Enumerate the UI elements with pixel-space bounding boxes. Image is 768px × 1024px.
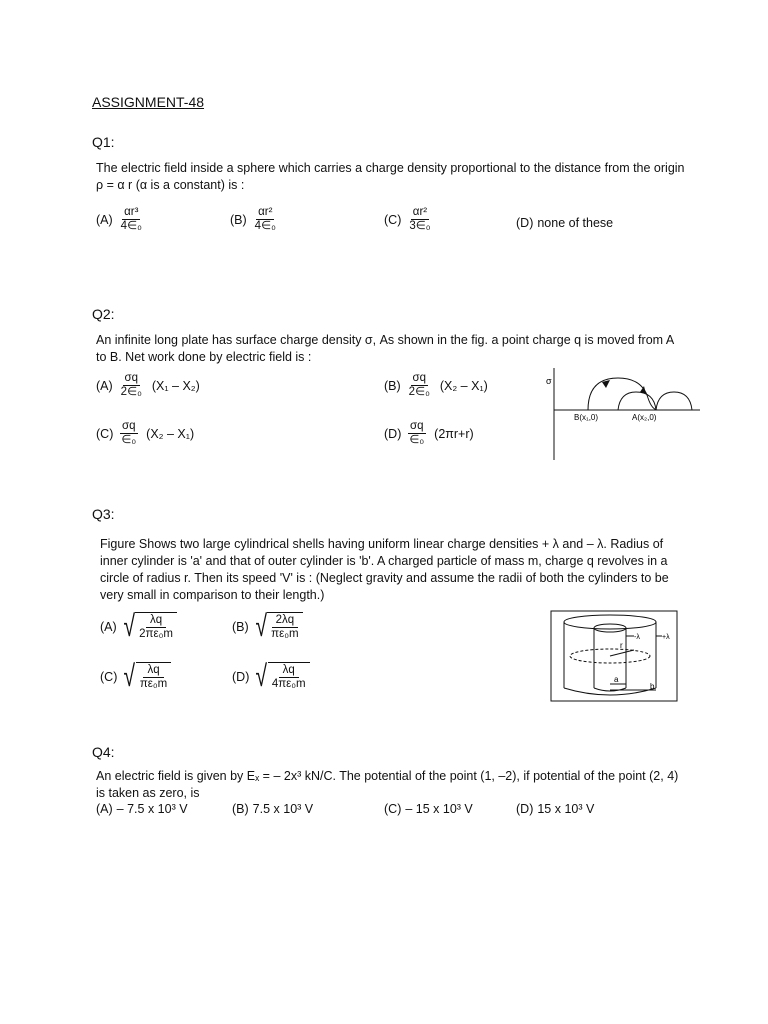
q3-option-b[interactable]: [232, 612, 303, 642]
q4-text: An electric field is given by Eₓ = – 2x³ kN/C. The potential of the point (1, –2), if potential of the point (2, 4) is taken as zero, is: [96, 769, 679, 800]
q3-option-c[interactable]: [100, 662, 171, 692]
q3-option-a[interactable]: [100, 612, 177, 642]
q4-option-a[interactable]: [96, 802, 188, 816]
option-text: none of these: [537, 216, 614, 230]
fraction: $\frac{\sigma q}{\text{2∈₀}}$: [120, 372, 142, 398]
option-text: – 7.5 x 10³ V: [116, 802, 188, 816]
q2-option-c[interactable]: [96, 420, 194, 447]
option-letter: (A): [100, 620, 117, 634]
option-letter: (C): [100, 670, 118, 684]
q2-option-a[interactable]: [96, 372, 200, 399]
fraction: $\frac{\text{αr²}}{\text{3∈₀}}$: [409, 206, 431, 232]
q1-option-c[interactable]: [384, 206, 439, 233]
q1-text: The electric field inside a sphere which carries a charge density proportional to the distance from the origin ρ = α r (α is a constant) is :: [96, 161, 685, 192]
q2-option-b[interactable]: [384, 372, 488, 399]
fraction: $\frac{\text{αr³}}{\text{4∈₀}}$: [120, 206, 142, 232]
path-arc-2: [618, 392, 656, 410]
option-letter: (D): [516, 216, 534, 230]
point-a-label: A(x₂,0): [632, 413, 657, 422]
minus-lambda-label: -λ: [634, 634, 640, 641]
path-arc-1: [588, 378, 658, 410]
r-label: r: [620, 641, 623, 650]
option-expression: (X₁ – X₂): [151, 378, 200, 393]
square-root: √ λq 4πε₀m: [253, 662, 309, 692]
q4-option-c[interactable]: [384, 802, 473, 816]
sigma-label: σ: [546, 376, 552, 386]
option-letter: (B): [232, 802, 249, 816]
q2-option-d[interactable]: [384, 420, 474, 447]
q1-option-b[interactable]: [230, 206, 284, 233]
option-letter: (D): [384, 426, 402, 441]
option-letter: (A): [96, 378, 113, 393]
square-root: √ λq πε₀m: [121, 662, 171, 692]
q1-option-d[interactable]: [516, 216, 613, 230]
option-text: – 15 x 10³ V: [405, 802, 473, 816]
option-letter: (D): [516, 802, 534, 816]
option-letter: (A): [96, 212, 113, 227]
option-letter: (B): [230, 212, 247, 227]
q4-label: Q4:: [92, 744, 115, 760]
page-title: ASSIGNMENT-48: [92, 94, 205, 110]
fraction: $\frac{\text{αr²}}{\text{4∈₀}}$: [254, 206, 276, 232]
q3-text: Figure Shows two large cylindrical shells having uniform linear charge densities + λ and – λ. Radius of inner cylinder is 'a' and that of outer cylinder is 'b'. A charged particle of mass m, charge q revolves in a circle of radius r. Then its speed 'V' is : (Neglect gravity and assume the radii of both the cylinders to be very small in comparison to their length.): [100, 537, 669, 602]
fraction: $\frac{\sigma q}{\text{∈₀}}$: [121, 420, 137, 446]
option-letter: (D): [232, 670, 250, 684]
plus-lambda-label: +λ: [662, 634, 670, 641]
radius-r-line: [610, 650, 634, 656]
fraction: $\frac{\sigma q}{\text{2∈₀}}$: [408, 372, 430, 398]
option-letter: (C): [384, 212, 402, 227]
point-b-label: B(x₁,0): [574, 413, 599, 422]
option-text: 7.5 x 10³ V: [252, 802, 314, 816]
option-letter: (A): [96, 802, 113, 816]
inner-cylinder-top: [594, 624, 626, 632]
path-arc-3: [656, 392, 692, 410]
option-letter: (B): [232, 620, 249, 634]
q2-figure: [540, 368, 710, 460]
q3-label: Q3:: [92, 506, 115, 522]
q1-label: Q1:: [92, 134, 115, 150]
square-root: √ λq 2πε₀m: [121, 612, 177, 642]
option-letter: (B): [384, 378, 401, 393]
b-label: b: [650, 682, 655, 691]
outer-cylinder-top: [564, 615, 656, 629]
q3-figure: [550, 610, 680, 702]
q2-label: Q2:: [92, 306, 115, 322]
a-label: a: [614, 675, 619, 684]
q4-option-b[interactable]: [232, 802, 313, 816]
q1-option-a[interactable]: [96, 206, 150, 233]
q3-option-d[interactable]: [232, 662, 310, 692]
fraction: $\frac{\sigma q}{\text{∈₀}}$: [409, 420, 425, 446]
option-expression: (X₂ – X₁): [146, 426, 195, 441]
option-letter: (C): [96, 426, 114, 441]
option-text: 15 x 10³ V: [537, 802, 595, 816]
square-root: √ 2λq πε₀m: [253, 612, 303, 642]
option-expression: (2πr+r): [434, 426, 474, 441]
option-expression: (X₂ – X₁): [439, 378, 488, 393]
q4-option-d[interactable]: [516, 802, 594, 816]
option-letter: (C): [384, 802, 402, 816]
q2-text: An infinite long plate has surface charge density σ, As shown in the fig. a point charge q is moved from A to B. Net work done by electric field is :: [96, 333, 674, 364]
